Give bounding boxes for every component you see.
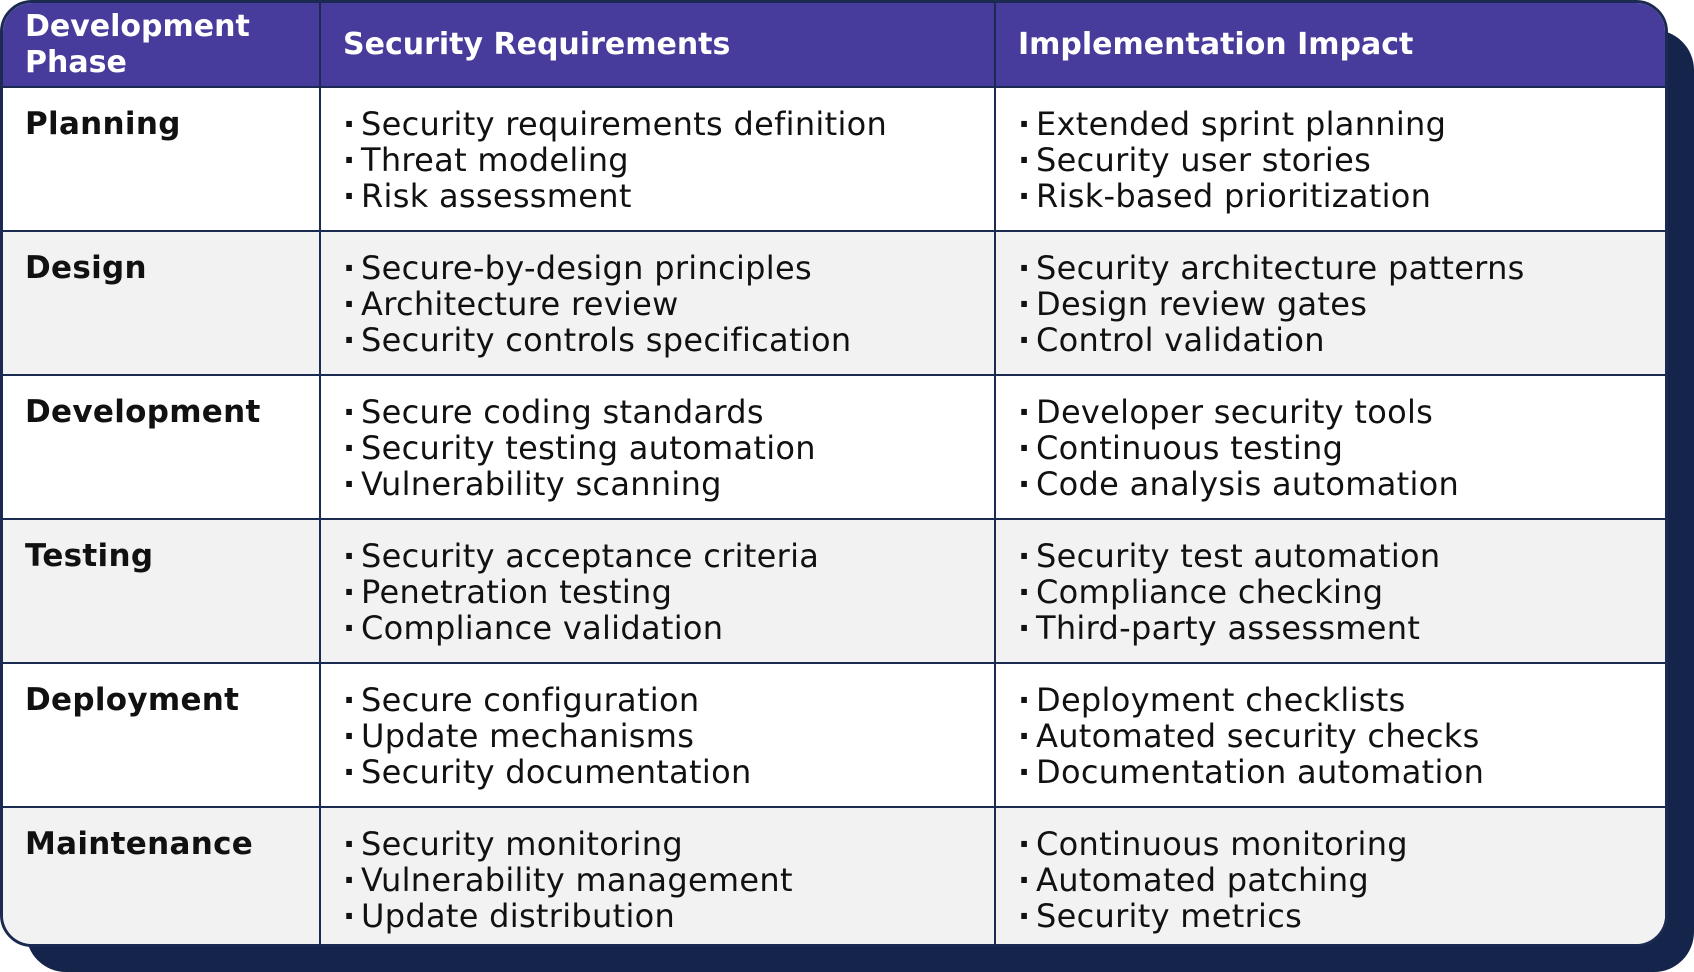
list-item: · Security requirements definition — [343, 106, 972, 142]
list-item: · Design review gates — [1018, 286, 1643, 322]
header-implementation-impact: Implementation Impact — [995, 3, 1665, 87]
table-body — [3, 87, 1665, 947]
impact-cell — [995, 375, 1665, 519]
list-item: · Documentation automation — [1018, 754, 1643, 790]
requirements-list — [343, 826, 972, 934]
list-item: · Security acceptance criteria — [343, 538, 972, 574]
requirements-cell — [320, 807, 995, 947]
list-item: · Developer security tools — [1018, 394, 1643, 430]
list-item: · Risk assessment — [343, 178, 972, 214]
phases-table — [3, 3, 1665, 947]
header-development-phase: Development Phase — [3, 3, 320, 87]
list-item: · Code analysis automation — [1018, 466, 1643, 502]
list-item: · Extended sprint planning — [1018, 106, 1643, 142]
phase-cell: Design — [3, 231, 320, 375]
impact-list — [1018, 106, 1643, 214]
requirements-list — [343, 250, 972, 358]
list-item: · Security controls specification — [343, 322, 972, 358]
table-row — [3, 519, 1665, 663]
header-security-requirements: Security Requirements — [320, 3, 995, 87]
list-item: · Compliance checking — [1018, 574, 1643, 610]
table-row — [3, 87, 1665, 231]
table-header — [3, 3, 1665, 87]
impact-cell — [995, 663, 1665, 807]
list-item: · Security user stories — [1018, 142, 1643, 178]
list-item: · Vulnerability management — [343, 862, 972, 898]
list-item: · Threat modeling — [343, 142, 972, 178]
requirements-list — [343, 682, 972, 790]
table-row — [3, 807, 1665, 947]
list-item: · Third-party assessment — [1018, 610, 1643, 646]
phase-cell: Deployment — [3, 663, 320, 807]
list-item: · Update distribution — [343, 898, 972, 934]
table-row — [3, 231, 1665, 375]
list-item: · Secure coding standards — [343, 394, 972, 430]
list-item: · Deployment checklists — [1018, 682, 1643, 718]
requirements-cell — [320, 375, 995, 519]
phase-cell: Maintenance — [3, 807, 320, 947]
impact-list — [1018, 394, 1643, 502]
table-row — [3, 375, 1665, 519]
phase-cell: Testing — [3, 519, 320, 663]
list-item: · Penetration testing — [343, 574, 972, 610]
list-item: · Security documentation — [343, 754, 972, 790]
list-item: · Security monitoring — [343, 826, 972, 862]
list-item: · Automated patching — [1018, 862, 1643, 898]
list-item: · Vulnerability scanning — [343, 466, 972, 502]
impact-list — [1018, 682, 1643, 790]
list-item: · Risk-based prioritization — [1018, 178, 1643, 214]
list-item: · Secure configuration — [343, 682, 972, 718]
list-item: · Security test automation — [1018, 538, 1643, 574]
list-item: · Continuous monitoring — [1018, 826, 1643, 862]
list-item: · Update mechanisms — [343, 718, 972, 754]
list-item: · Automated security checks — [1018, 718, 1643, 754]
phase-cell: Development — [3, 375, 320, 519]
requirements-cell — [320, 87, 995, 231]
requirements-list — [343, 538, 972, 646]
requirements-cell — [320, 231, 995, 375]
list-item: · Control validation — [1018, 322, 1643, 358]
impact-list — [1018, 826, 1643, 934]
impact-cell — [995, 87, 1665, 231]
list-item: · Security architecture patterns — [1018, 250, 1643, 286]
list-item: · Architecture review — [343, 286, 972, 322]
impact-list — [1018, 538, 1643, 646]
impact-list — [1018, 250, 1643, 358]
impact-cell — [995, 807, 1665, 947]
list-item: · Secure-by-design principles — [343, 250, 972, 286]
requirements-list — [343, 394, 972, 502]
list-item: · Security testing automation — [343, 430, 972, 466]
requirements-cell — [320, 519, 995, 663]
list-item: · Continuous testing — [1018, 430, 1643, 466]
requirements-cell — [320, 663, 995, 807]
list-item: · Compliance validation — [343, 610, 972, 646]
phase-cell: Planning — [3, 87, 320, 231]
impact-cell — [995, 519, 1665, 663]
list-item: · Security metrics — [1018, 898, 1643, 934]
table-row — [3, 663, 1665, 807]
requirements-list — [343, 106, 972, 214]
header-row — [3, 3, 1665, 87]
impact-cell — [995, 231, 1665, 375]
